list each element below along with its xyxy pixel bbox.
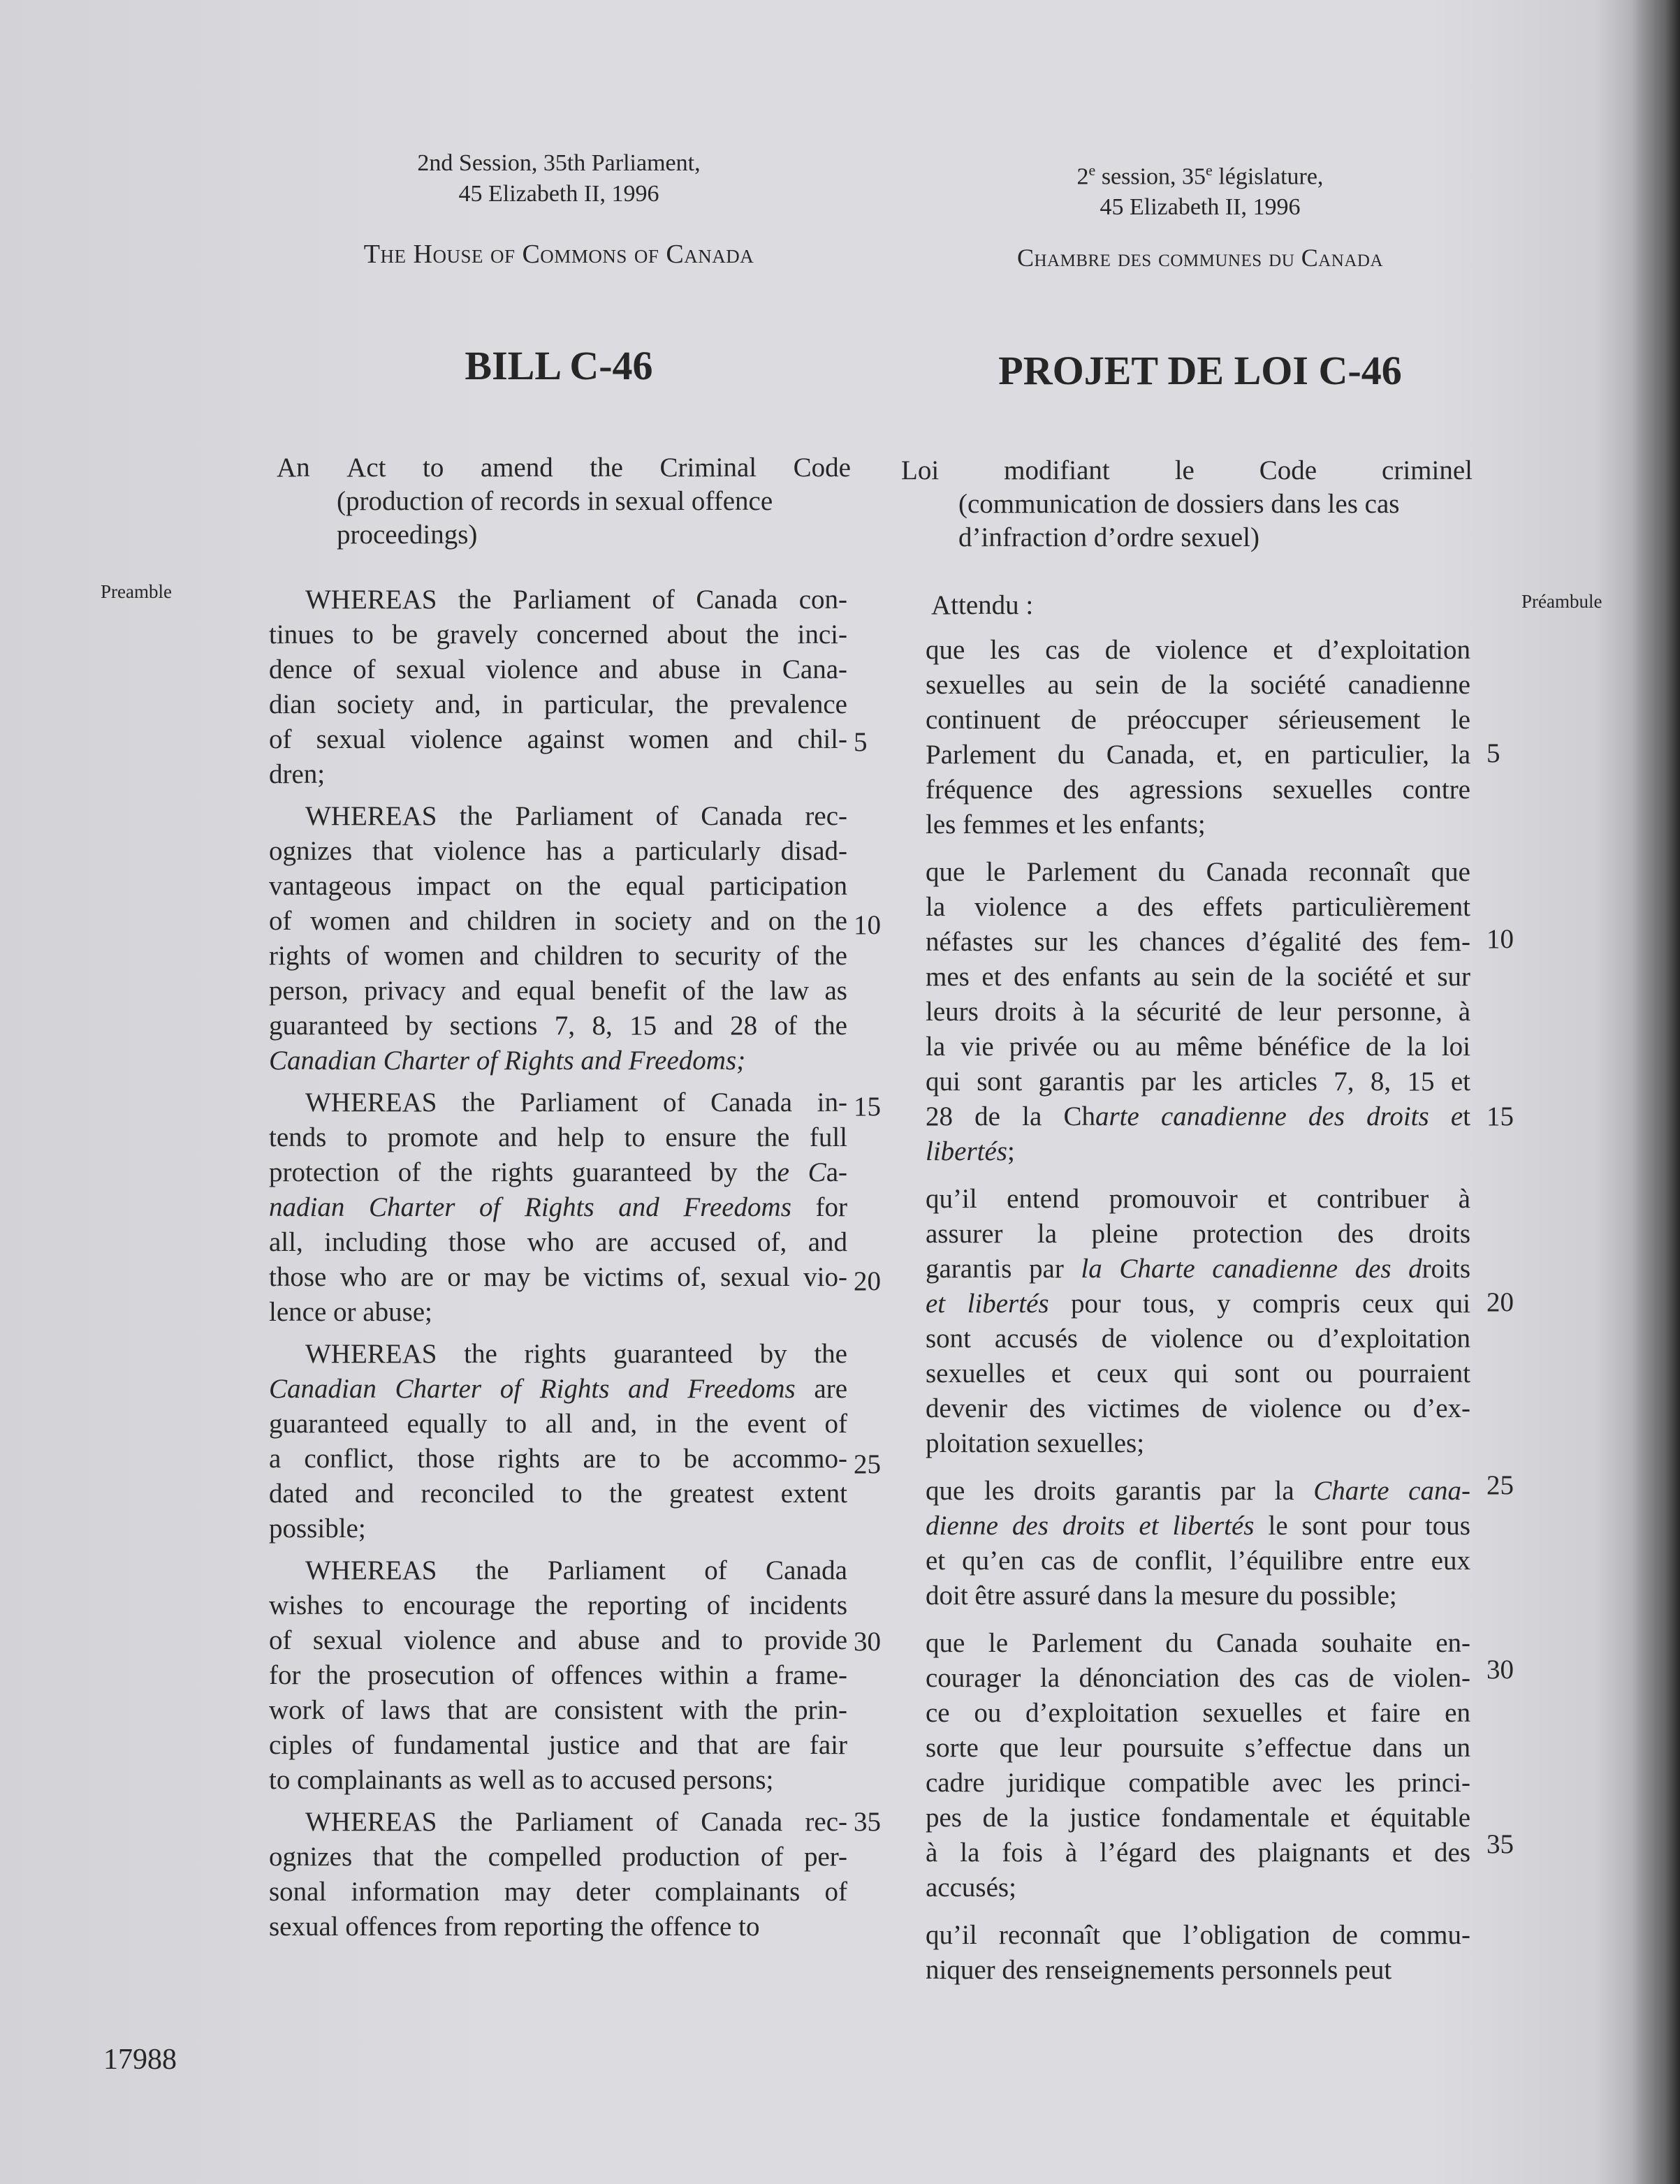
en-text-line: person, privacy and equal benefit of the law as [269,976,847,1006]
en-text-line: dian society and, in particular, the prevalence [269,689,847,719]
fr-text-line: libertés; [926,1136,1015,1166]
page-number: 17988 [103,2044,177,2076]
fr-text-line: pes de la justice fondamentale et équitable [926,1803,1470,1833]
en-text-line: WHEREAS the Parliament of Canada in- [305,1087,847,1117]
fr-text-line: sont accusés de violence ou d’exploitation [926,1324,1470,1354]
en-session-line2: 45 Elizabeth II, 1996 [458,181,659,207]
fr-text-line: continuent de préoccuper sérieusement le [926,705,1470,735]
en-text-line: tends to promote and help to ensure the full [269,1122,847,1152]
en-line-number: 20 [854,1266,881,1296]
en-text-line: vantageous impact on the equal participation [269,871,847,901]
en-text-line: tinues to be gravely concerned about the inci- [269,620,847,650]
en-text-line: Canadian Charter of Rights and Freedoms are [269,1374,847,1404]
en-text-line: WHEREAS the Parliament of Canada con- [305,585,847,615]
en-text-line: lence or abuse; [269,1297,432,1327]
fr-preamble-paragraph [926,633,1470,842]
fr-preamble-paragraph [926,855,1470,1169]
en-text-line: possible; [269,1514,366,1544]
fr-preamble-paragraph [926,1626,1470,1905]
en-text-line: ognizes that the compelled production of per- [269,1842,847,1872]
fr-session-line2: 45 Elizabeth II, 1996 [1100,194,1301,221]
fr-text-line: accusés; [926,1872,1016,1903]
fr-text-line: dienne des droits et libertés le sont pour tous [926,1511,1470,1541]
fr-text-line: que les cas de violence et d’exploitation [926,635,1470,665]
fr-text-line: ploitation sexuelles; [926,1428,1145,1458]
fr-text-line: garantis par la Charte canadienne des droits [926,1254,1470,1284]
en-text-line: dated and reconciled to the greatest extent [269,1479,847,1509]
fr-preamble-paragraph [926,1918,1470,1988]
en-preamble-paragraph [269,799,847,1078]
en-text-line: sonal information may deter complainants of [269,1877,847,1907]
en-text-line: ciples of fundamental justice and that are fair [269,1730,847,1760]
en-text-line: rights of women and children to security of the [269,941,847,971]
en-text-line: Canadian Charter of Rights and Freedoms; [269,1046,746,1076]
en-long-title: An Act to amend the Criminal Code (production of records in sexual offence proceedings) [277,453,851,550]
en-text-line: dence of sexual violence and abuse in Cana- [269,654,847,684]
en-text-line: protection of the rights guaranteed by the Ca- [269,1157,848,1187]
en-line-number: 25 [854,1449,881,1479]
fr-text-line: que le Parlement du Canada souhaite en- [926,1628,1470,1658]
en-text-line: a conflict, those rights are to be accommo- [269,1444,847,1474]
fr-intro: Attendu : [931,590,1034,620]
en-text-line: WHEREAS the Parliament of Canada [305,1555,847,1585]
en-bill-title: BILL C-46 [465,343,653,388]
fr-long-title: Loi modifiant le Code criminel (communication de dossiers dans les cas d’infraction d’ordre sexuel) [901,455,1473,552]
fr-text-line: courager la dénonciation des cas de violen- [926,1663,1470,1693]
en-line-number: 35 [854,1807,881,1837]
en-text-line: to complainants as well as to accused persons; [269,1765,774,1795]
en-preamble-paragraph [269,1337,847,1546]
en-sidenote: Preamble [101,581,172,602]
fr-preamble-paragraph [926,1474,1470,1613]
fr-text-line: qu’il reconnaît que l’obligation de commu- [926,1920,1470,1950]
en-preamble-paragraph [269,1553,847,1798]
en-preamble-paragraph [269,1805,847,1944]
fr-text-line: qu’il entend promouvoir et contribuer à [926,1184,1470,1214]
fr-text-line: cadre juridique compatible avec les princi- [926,1768,1470,1798]
fr-text-line: 28 de la Charte canadienne des droits et [926,1101,1471,1131]
fr-text-line: assurer la pleine protection des droits [926,1219,1470,1249]
en-line-number: 10 [854,910,881,940]
fr-text-line: niquer des renseignements personnels peut [926,1955,1392,1985]
en-line-number: 5 [854,727,868,757]
fr-sidenote: Préambule [1521,591,1602,612]
fr-text-line: sorte que leur poursuite s’effectue dans un [926,1733,1470,1763]
en-text-line: WHEREAS the rights guaranteed by the [305,1339,847,1369]
fr-text-line: ce ou d’exploitation sexuelles et faire en [926,1698,1470,1728]
en-text-line: guaranteed by sections 7, 8, 15 and 28 of the [269,1011,847,1041]
en-text-line: nadian Charter of Rights and Freedoms for [269,1192,847,1222]
fr-preamble-body [926,633,1470,2000]
en-text-line: ognizes that violence has a particularly disad- [269,836,847,866]
en-text-line: wishes to encourage the reporting of incidents [269,1590,847,1620]
fr-preamble-paragraph [926,1182,1470,1461]
en-session-line1: 2nd Session, 35th Parliament, [417,150,701,176]
fr-text-line: et qu’en cas de conflit, l’équilibre entre eux [926,1546,1470,1576]
en-text-line: sexual offences from reporting the offence to [269,1912,760,1942]
fr-line-number: 20 [1487,1287,1514,1317]
en-preamble-paragraph [269,1085,847,1330]
en-house: The House of Commons of Canada [363,240,754,269]
fr-text-line: que le Parlement du Canada reconnaît que [926,857,1470,887]
fr-line-number: 30 [1487,1655,1514,1685]
fr-text-line: que les droits garantis par la Charte cana- [926,1476,1470,1506]
fr-line-number: 5 [1487,738,1500,768]
fr-line-number: 25 [1487,1470,1514,1500]
fr-text-line: à la fois à l’égard des plaignants et des [926,1838,1470,1868]
en-preamble-body [269,582,847,1951]
en-line-number: 15 [854,1092,881,1122]
en-text-line: WHEREAS the Parliament of Canada rec- [305,1807,847,1837]
fr-text-line: devenir des victimes de violence ou d’ex- [926,1393,1470,1423]
fr-line-number: 35 [1487,1829,1514,1859]
fr-text-line: néfastes sur les chances d’égalité des fem- [926,927,1470,957]
fr-text-line: la violence a des effets particulièrement [926,892,1470,922]
en-session [265,148,852,210]
fr-text-line: Parlement du Canada, et, en particulier, la [926,740,1470,770]
fr-text-line: sexuelles au sein de la société canadienne [926,670,1470,700]
fr-text-line: qui sont garantis par les articles 7, 8, 15 et [926,1067,1470,1097]
fr-text-line: et libertés pour tous, y compris ceux qui [926,1289,1470,1319]
fr-line-number: 15 [1487,1101,1514,1131]
fr-text-line: mes et des enfants au sein de la société et sur [926,962,1470,992]
en-text-line: work of laws that are consistent with the prin- [269,1695,847,1725]
en-text-line: WHEREAS the Parliament of Canada rec- [305,801,847,831]
fr-text-line: leurs droits à la sécurité de leur personne, à [926,997,1470,1027]
fr-text-line: les femmes et les enfants; [926,809,1206,840]
en-text-line: of sexual violence and abuse and to provide [269,1625,847,1655]
fr-text-line: sexuelles et ceux qui sont ou pourraient [926,1358,1470,1388]
en-text-line: of sexual violence against women and chil- [269,724,847,754]
fr-text-line: doit être assuré dans la mesure du possible; [926,1581,1397,1611]
fr-line-number: 10 [1487,924,1514,954]
en-text-line: guaranteed equally to all and, in the event of [269,1409,847,1439]
fr-session-line1: 2e session, 35e législature, [1076,161,1324,190]
fr-bill-title: PROJET DE LOI C-46 [998,348,1402,393]
fr-session [921,155,1480,223]
fr-text-line: la vie privée ou au même bénéfice de la loi [926,1032,1470,1062]
en-text-line: dren; [269,759,326,789]
en-text-line: all, including those who are accused of, and [269,1227,847,1257]
en-text-line: those who are or may be victims of, sexual vio- [269,1262,847,1292]
fr-house: Chambre des communes du Canada [1016,244,1384,272]
en-text-line: for the prosecution of offences within a frame- [269,1660,847,1690]
en-line-number: 30 [854,1627,881,1657]
binding-shadow [1631,0,1680,2184]
en-preamble-paragraph [269,582,847,792]
en-text-line: of women and children in society and on the [269,906,847,936]
fr-text-line: fréquence des agressions sexuelles contre [926,775,1470,805]
